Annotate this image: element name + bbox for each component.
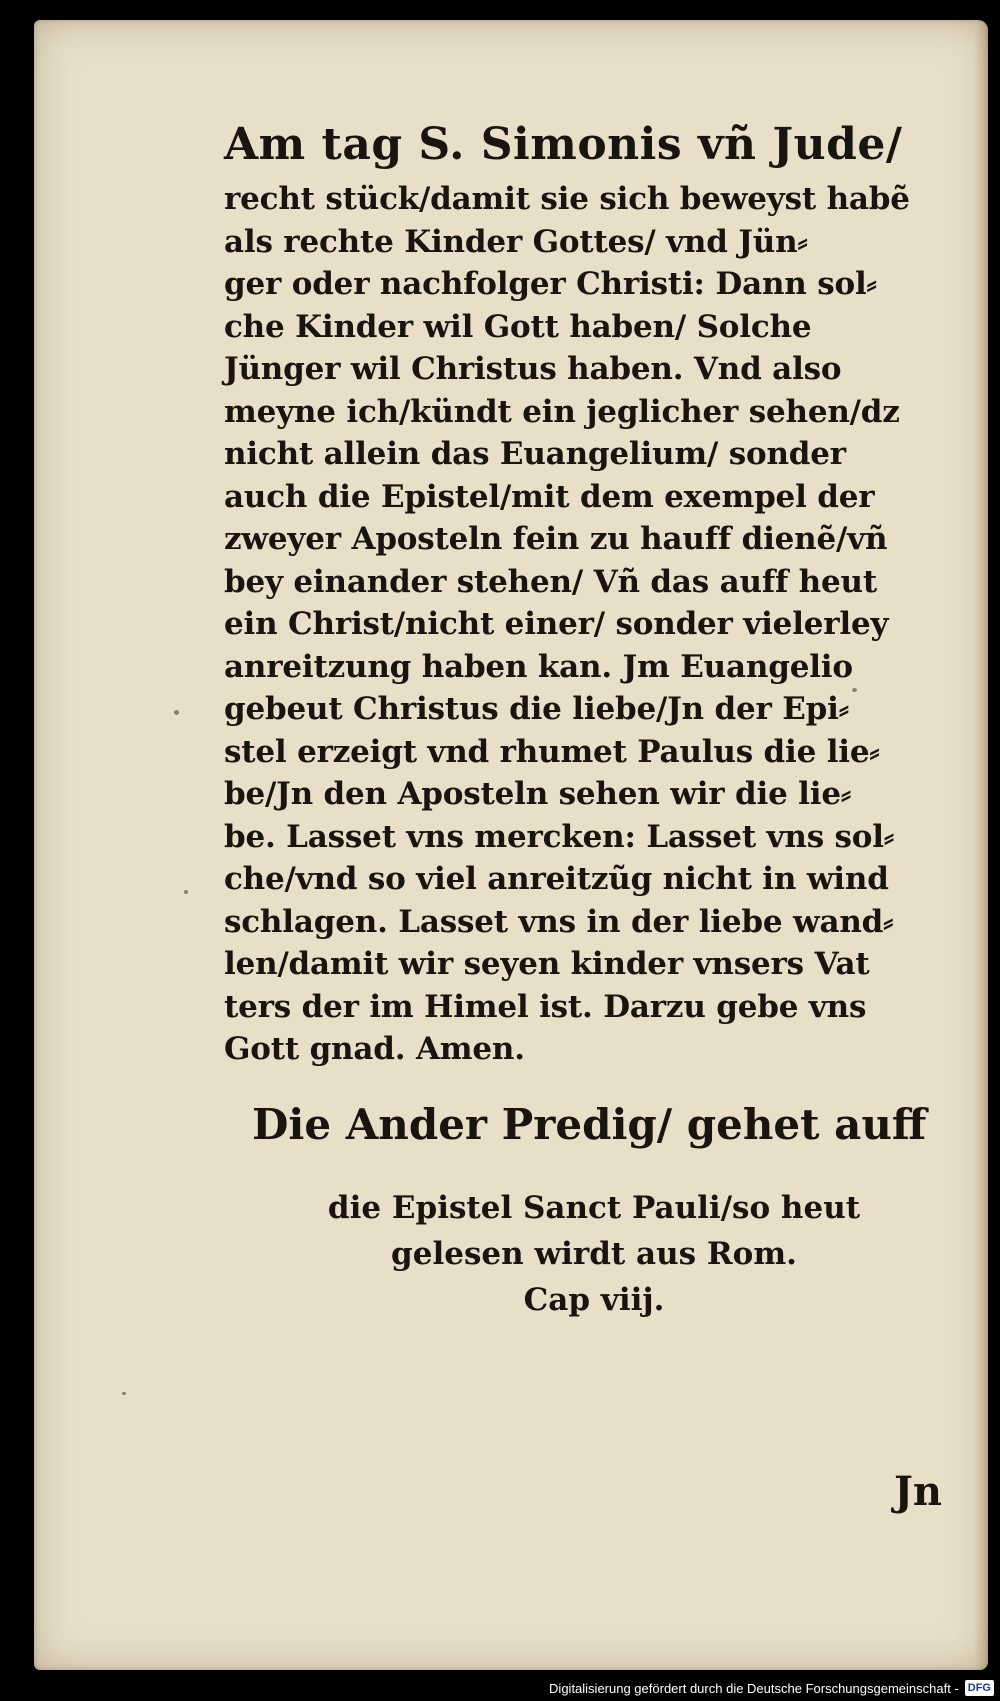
section-subheading-line: die Epistel Sanct Pauli/so heut: [327, 1190, 861, 1227]
text-line: zweyer Aposteln fein zu hauff dienẽ/vñ: [224, 521, 888, 557]
text-line: auch die Epistel/mit dem exempel der: [224, 478, 875, 515]
sermon-text: [224, 178, 964, 1071]
text-line: ein Christ/nicht einer/ sonder vielerley: [224, 606, 889, 642]
section-subheading-line: gelesen wirdt aus Rom.: [391, 1236, 797, 1273]
text-line: stel erzeigt vnd rhumet Paulus die lie⸗: [224, 733, 880, 770]
text-line: Jünger wil Christus haben. Vnd also: [224, 351, 842, 387]
text-line: len/damit wir seyen kinder vnsers Vat: [224, 946, 870, 982]
catchword: Jn: [894, 1468, 943, 1515]
text-line: Gott gnad. Amen.: [224, 1031, 525, 1067]
footer: [549, 1677, 994, 1699]
text-line: anreitzung haben kan. Jm Euangelio: [224, 648, 853, 685]
ink-speck: [122, 1392, 126, 1395]
text-line: be/Jn den Aposteln sehen wir die lie⸗: [224, 776, 851, 812]
section-heading: Die Ander Predig/ gehet auff: [252, 1099, 927, 1149]
ink-speck: [184, 890, 188, 894]
text-line: che/vnd so viel anreitzũg nicht in wind: [224, 861, 889, 897]
dfg-logo: DFG: [965, 1680, 994, 1696]
text-block: [224, 112, 964, 1323]
text-line: meyne ich/kündt ein jeglicher sehen/dz: [224, 393, 900, 430]
text-line: schlagen. Lasset vns in der liebe wand⸗: [224, 903, 894, 940]
text-line: als rechte Kinder Gottes/ vnd Jün⸗: [224, 223, 808, 260]
text-line: che Kinder wil Gott haben/ Solche: [224, 308, 812, 345]
text-line: nicht allein das Euangelium/ sonder: [224, 436, 846, 472]
text-line: gebeut Christus die liebe/Jn der Epi⸗: [224, 691, 849, 727]
book-page: [34, 20, 988, 1670]
text-line: bey einander stehen/ Vñ das auff heut: [224, 563, 877, 600]
text-line: recht stück/damit sie sich beweyst habẽ: [224, 181, 910, 217]
text-line: ters der im Himel ist. Darzu gebe vns: [224, 988, 867, 1025]
funding-notice: Digitalisierung gefördert durch die Deutsche Forschungsgemeinschaft -: [549, 1680, 959, 1696]
text-line: ger oder nachfolger Christi: Dann sol⸗: [224, 266, 877, 302]
ink-speck: [174, 710, 179, 715]
running-header: Am tag S. Simonis vñ Jude/: [224, 119, 903, 170]
page-edge-shadow: [974, 20, 988, 1670]
chapter-reference: Cap viij.: [523, 1282, 665, 1319]
text-line: be. Lasset vns mercken: Lasset vns sol⸗: [224, 818, 894, 855]
